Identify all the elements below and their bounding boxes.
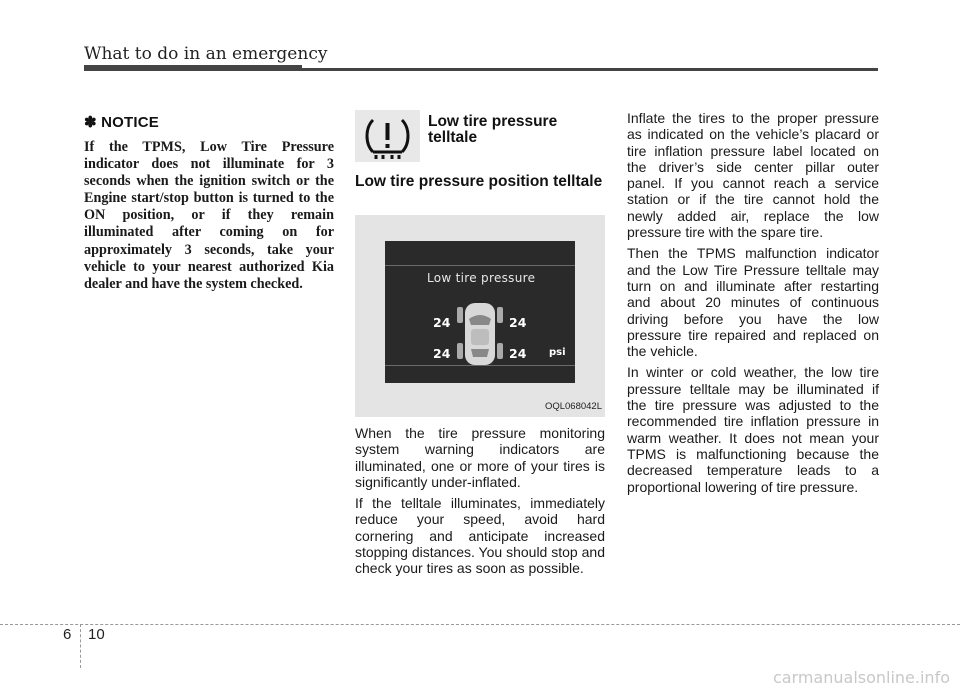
header-rule [84,68,878,71]
telltale-title: Low tire pressure telltale [428,113,558,146]
tpms-display-figure [355,215,605,417]
middle-column-body [355,425,605,582]
tire-front-right-value: 24 [509,315,527,330]
notice-heading: ✽ NOTICE [84,114,160,131]
screen-divider-top [385,265,575,266]
pressure-unit: psi [549,347,566,358]
notice-body: If the TPMS, Low Tire Pressure indicator does not illuminate for 3 seconds when the ignition switch or the Engine start/stop button is turned to the ON position, or if they remain illuminated after coming on for approximately 3 seconds, take your vehicle to your nearest authorized Kia dealer and have the system checked. [84,139,334,292]
position-section-title: Low tire pressure position telltale [355,173,603,190]
figure-code: OQL068042L [544,401,602,412]
tire-rear-right-value: 24 [509,346,527,361]
footer-page-number: 10 [88,626,105,643]
footer-divider [80,624,81,668]
watermark: carmanualsonline.info [772,668,950,687]
paragraph: If the telltale illuminates, immediately reduce your speed, avoid hard cornering and anticipate increased stopping distances. You should stop and check your tires as soon as possible. [355,495,605,577]
footer-rule [0,624,960,625]
notice-column [84,113,334,293]
paragraph: In winter or cold weather, the low tire pressure telltale may be illuminated if the tire pressure was adjusted to the recommended tire inflation pressure in warm weather. It does not mean your TPMS is malfunctioning because the decreased temperature leads to a proportional lowering of tire pressure. [627,364,879,495]
cluster-screen [385,241,575,383]
screen-label: Low tire pressure [427,271,536,285]
tpms-warning-icon [355,110,420,162]
paragraph: Then the TPMS malfunction indicator and the Low Tire Pressure telltale may turn on and illuminate after restarting and about 20 minutes of continuous driving before you have the low pressure tire repaired and replaced on the vehicle. [627,245,879,360]
paragraph: Inflate the tires to the proper pressure as indicated on the vehicle’s placard or tire inflation pressure label located on the driver’s side center pillar outer panel. If you cannot reach a service station or if the tire cannot hold the newly added air, replace the low pressure tire with the spare tire. [627,110,879,241]
car-top-view-icon [457,301,503,367]
tire-front-left-value: 24 [433,315,451,330]
page-header-title: What to do in an emergency [84,44,328,64]
footer-section-number: 6 [63,626,72,643]
paragraph: When the tire pressure monitoring system warning indicators are illuminated, one or more of your tires is significantly under-inflated. [355,425,605,490]
tire-rear-left-value: 24 [433,346,451,361]
right-column [627,110,879,500]
